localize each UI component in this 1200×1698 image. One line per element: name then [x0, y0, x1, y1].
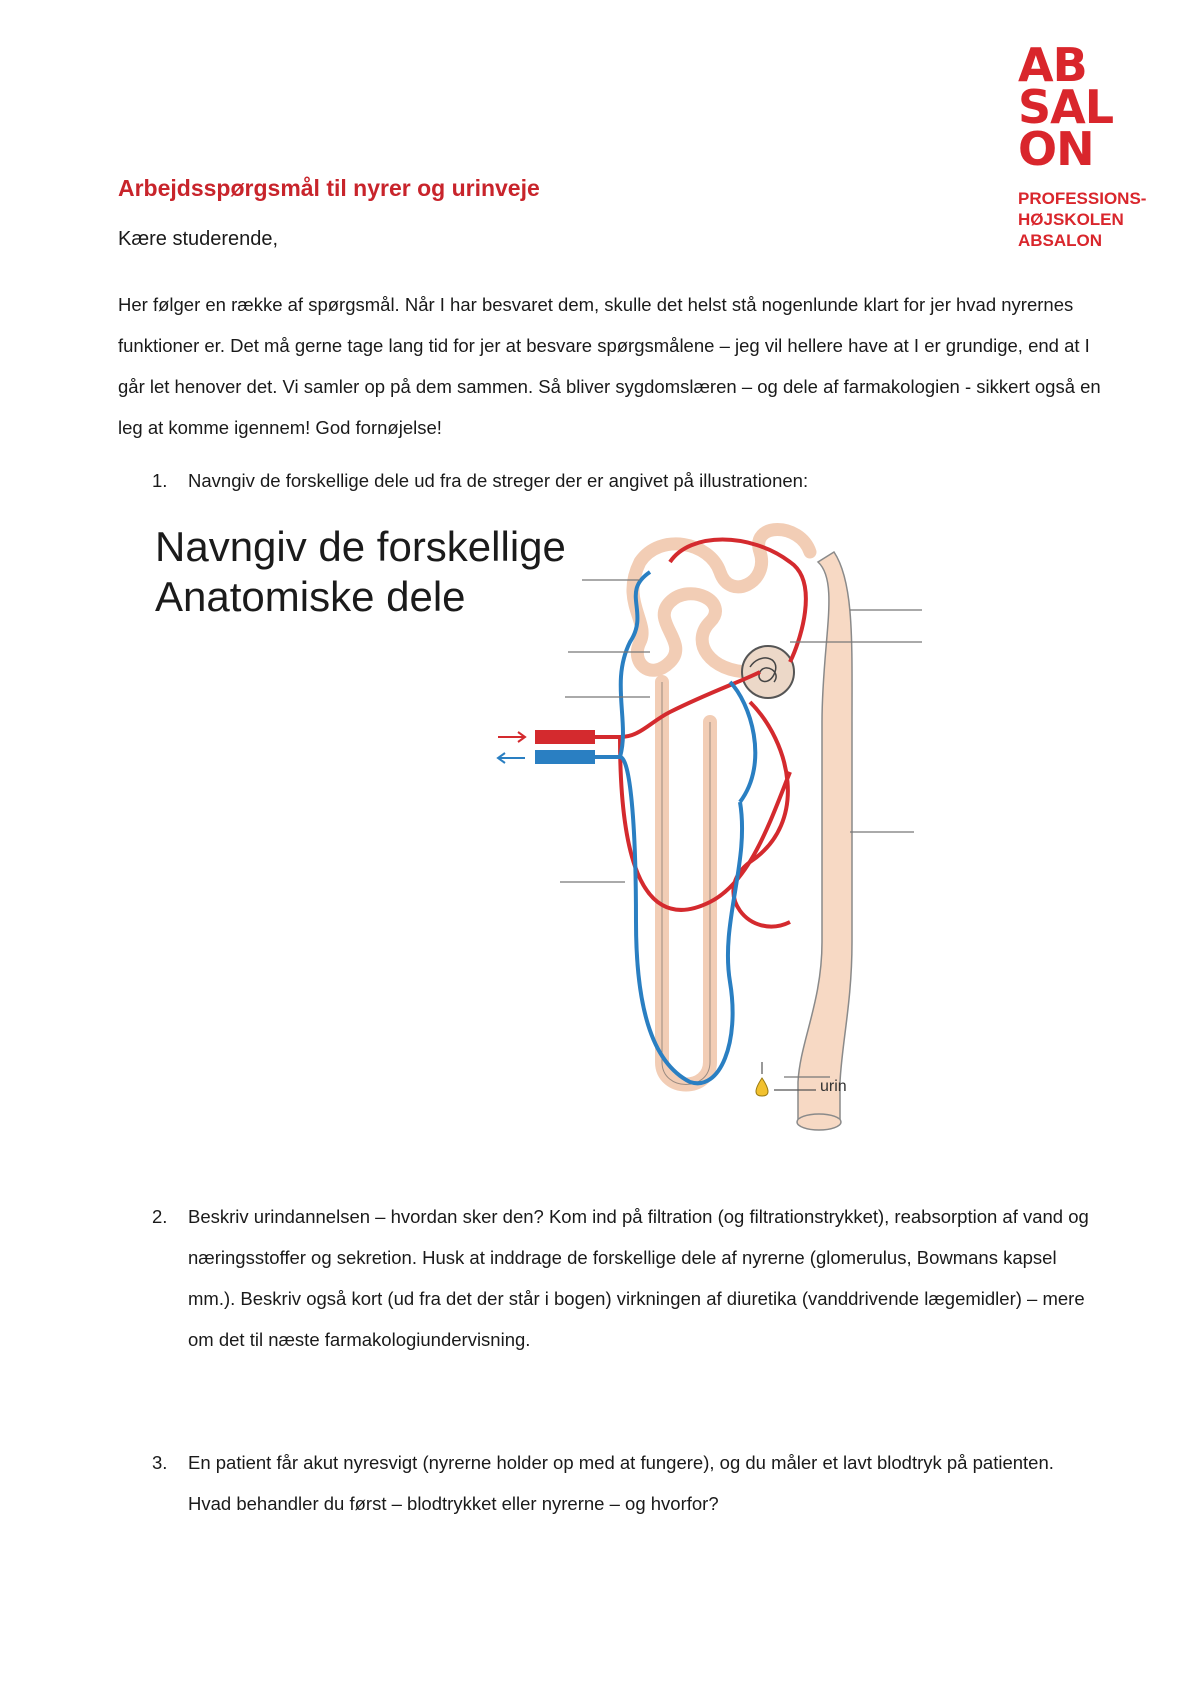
- question-number: 3.: [152, 1452, 168, 1473]
- question-text: En patient får akut nyresvigt (nyrerne holder op med at fungere), og du måler et lavt blodtryk på patienten. Hvad behandler du først – blodtrykket eller nyrerne – og hvorfor?: [188, 1452, 1054, 1514]
- afferent-vessel: [535, 730, 595, 744]
- question-1: [152, 460, 1092, 501]
- vein-network: [535, 572, 755, 1083]
- duct-opening: [797, 1114, 841, 1130]
- urine-drop: [756, 1078, 768, 1096]
- logo-line-2: SAL: [1018, 80, 1114, 134]
- glomerulus: [742, 646, 794, 698]
- question-number: 2.: [152, 1206, 168, 1227]
- logo-line-3: ON: [1018, 122, 1094, 176]
- question-number: 1.: [152, 470, 168, 491]
- figure-title-line-2: Anatomiske dele: [155, 573, 466, 620]
- nephron-illustration: [150, 522, 950, 1182]
- greeting: Kære studerende,: [118, 228, 279, 250]
- logo-line-1: AB: [1018, 38, 1087, 92]
- figure-title: [155, 522, 566, 622]
- intro-paragraph: Her følger en række af spørgsmål. Når I har besvaret dem, skulle det helst stå nogenlunde klart for jer hvad nyrernes funktioner er. Det må gerne tage lang tid for jer at besvare spørgsmålene – jeg vil hellere have at I er grundige, end at I går let henover det. Vi samler op på dem sammen. Så bliver sygdomslæren – og dele af farmakologien - sikkert også en leg at komme igennem! God fornøjelse!: [118, 294, 1101, 438]
- urine-label: urin: [820, 1078, 847, 1095]
- arrow-in: [498, 732, 525, 742]
- question-text: Navngiv de forskellige dele ud fra de streger der er angivet på illustrationen:: [188, 470, 809, 491]
- figure-title-line-1: Navngiv de forskellige: [155, 523, 566, 570]
- efferent-vessel: [535, 750, 595, 764]
- logo-sub-1: PROFESSIONS-: [1018, 189, 1147, 208]
- collecting-duct: [798, 552, 852, 1122]
- page-title: Arbejdsspørgsmål til nyrer og urinveje: [118, 175, 540, 201]
- loop-of-henle: [662, 682, 710, 1085]
- question-3: [152, 1442, 1092, 1524]
- logo-sub-3: ABSALON: [1018, 231, 1103, 250]
- question-text: Beskriv urindannelsen – hvordan sker den? Kom ind på filtration (og filtrationstrykket), reabsorption af vand og næringsstoffer og sekretion. Husk at inddrage de forskellige dele af nyrerne (glomerulus, Bowmans kapsel mm.). Beskriv også kort (ud fra det der står i bogen) virkningen af diuretika (vanddrivende lægemidler) – mere om det til næste farmakologiundervisning.: [188, 1206, 1089, 1350]
- arrow-out: [498, 753, 525, 763]
- question-2: [152, 1196, 1092, 1360]
- logo-sub-2: HØJSKOLEN: [1018, 210, 1124, 229]
- absalon-logo: [1018, 38, 1148, 251]
